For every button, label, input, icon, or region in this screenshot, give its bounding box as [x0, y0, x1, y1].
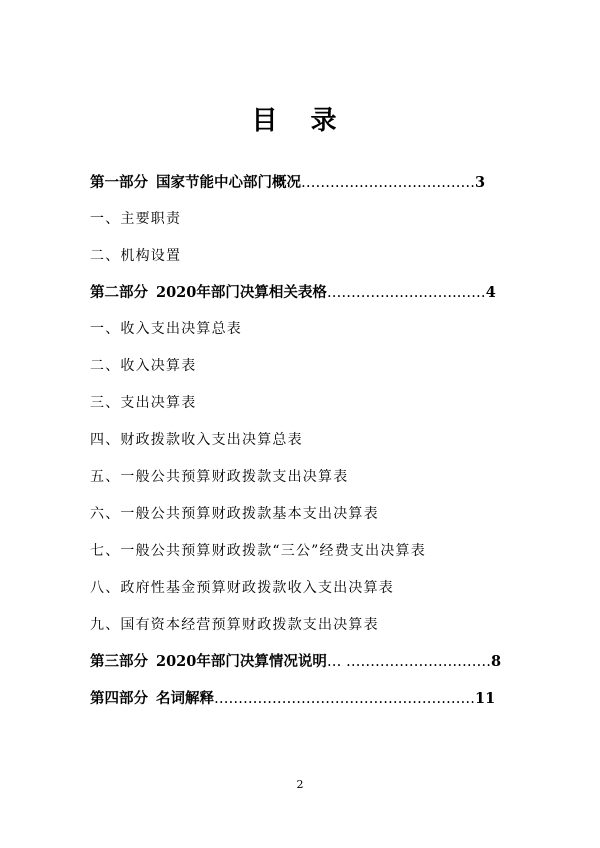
toc-leader-dots: ……………………………………………… [214, 691, 475, 707]
toc-part-3[interactable] [90, 651, 510, 673]
toc-item[interactable]: 五、一般公共预算财政拨款支出决算表 [90, 469, 349, 485]
toc-item[interactable]: 八、政府性基金预算财政拨款收入支出决算表 [90, 580, 394, 596]
toc-part-label: 第四部分 [90, 690, 148, 707]
toc-item[interactable]: 三、支出决算表 [90, 395, 197, 411]
toc-item[interactable]: 六、一般公共预算财政拨款基本支出决算表 [90, 506, 379, 522]
toc-part-label: 第二部分 [90, 284, 148, 301]
toc-item[interactable]: 一、收入支出决算总表 [90, 321, 242, 337]
toc-part-title: 2020年部门决算相关表格 [156, 284, 327, 301]
toc-item[interactable]: 二、收入决算表 [90, 358, 197, 374]
toc-leader-dots: ……………………………… [301, 175, 475, 191]
page-title: 目 录 [251, 106, 349, 136]
toc-item[interactable]: 一、主要职责 [90, 211, 182, 227]
toc-page-number: 11 [475, 690, 496, 707]
toc-part-label: 第一部分 [90, 174, 148, 191]
toc-leader-dots: … ………………………… [326, 654, 491, 670]
toc-part-1[interactable] [90, 172, 510, 194]
page-number: 2 [296, 778, 304, 791]
toc-item[interactable]: 二、机构设置 [90, 248, 182, 264]
toc-page-number: 8 [490, 653, 502, 670]
toc-item[interactable]: 四、财政拨款收入支出决算总表 [90, 432, 303, 448]
toc-part-title: 2020年部门决算情况说明 [156, 653, 327, 670]
toc-page-number: 3 [475, 174, 486, 191]
toc-part-label: 第三部分 [90, 653, 148, 670]
toc-page-number: 4 [485, 284, 496, 301]
toc-leader-dots: ………….…….…….…… [326, 285, 486, 301]
toc-item[interactable]: 九、国有资本经营预算财政拨款支出决算表 [90, 617, 379, 633]
toc-part-2[interactable] [90, 282, 510, 304]
toc-part-title: 国家节能中心部门概况 [156, 174, 301, 191]
toc-part-title: 名词解释 [156, 690, 214, 707]
toc-item[interactable]: 七、一般公共预算财政拨款“三公”经费支出决算表 [90, 543, 426, 559]
toc-part-4[interactable] [90, 688, 510, 710]
